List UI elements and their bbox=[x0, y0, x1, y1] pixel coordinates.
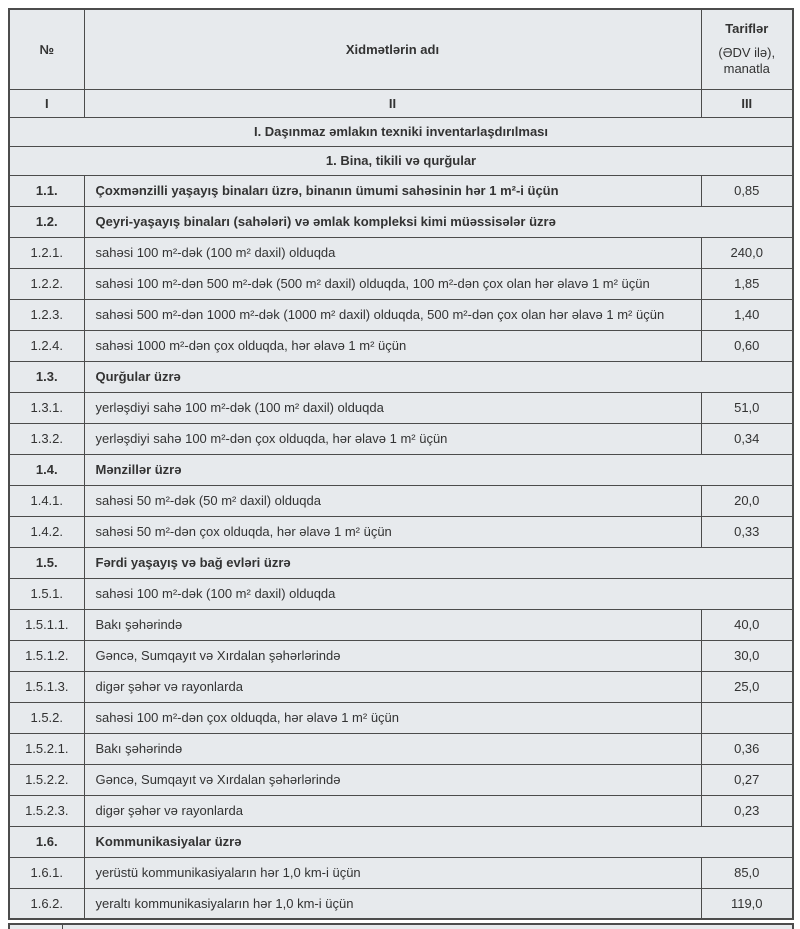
row-number-cell: 1.6.2. bbox=[9, 888, 84, 919]
tariff-value-cell: 0,33 bbox=[701, 516, 793, 547]
service-name-cell: Gəncə, Sumqayıt və Xırdalan şəhərlərində bbox=[84, 640, 701, 671]
service-name-cell: Mənzillər üzrə bbox=[84, 454, 793, 485]
service-name-cell: Bakı şəhərində bbox=[84, 733, 701, 764]
table-row-1-2-4 bbox=[9, 330, 793, 361]
row-number-cell: 1.3.2. bbox=[9, 423, 84, 454]
tariff-value-cell: 1,40 bbox=[701, 299, 793, 330]
tariff-value-cell: 1,85 bbox=[701, 268, 793, 299]
row-number-cell: 1.5.2. bbox=[9, 702, 84, 733]
row-number-cell: 1.5.1.1. bbox=[9, 609, 84, 640]
row-number-cell: 1.5.1.3. bbox=[9, 671, 84, 702]
table-row-1-5 bbox=[9, 547, 793, 578]
row-number-cell: 1.3. bbox=[9, 361, 84, 392]
tariffs-header-subtitle: (ƏDV ilə), manatla bbox=[718, 45, 776, 77]
row-number-cell: 1.6.1. bbox=[9, 857, 84, 888]
table-row-1-5-1-2 bbox=[9, 640, 793, 671]
tariff-value-cell: 25,0 bbox=[701, 671, 793, 702]
row-number-cell: 1.4.1. bbox=[9, 485, 84, 516]
tariff-value-cell: 0,23 bbox=[701, 795, 793, 826]
tariff-value-cell bbox=[701, 702, 793, 733]
table-row-1-5-1-1 bbox=[9, 609, 793, 640]
row-number-cell: 1.3.1. bbox=[9, 392, 84, 423]
table-row-1-2-2 bbox=[9, 268, 793, 299]
service-name-cell: yerüstü kommunikasiyaların hər 1,0 km-i üçün bbox=[84, 857, 701, 888]
table-row-1-5-2-3 bbox=[9, 795, 793, 826]
section-title: I. Daşınmaz əmlakın texniki inventarlaşdırılması bbox=[9, 117, 793, 146]
tariff-value-cell: 85,0 bbox=[701, 857, 793, 888]
table-row-1-2-1 bbox=[9, 237, 793, 268]
table-row-1-4 bbox=[9, 454, 793, 485]
tariff-value-cell: 0,36 bbox=[701, 733, 793, 764]
roman-numeral-row bbox=[9, 89, 793, 117]
service-name-cell: sahəsi 500 m²-dən 1000 m²-dək (1000 m² daxil) olduqda, 500 m²-dən çox olan hər əlavə 1 m² üçün bbox=[84, 299, 701, 330]
section-title: 1. Bina, tikili və qurğular bbox=[9, 146, 793, 175]
next-table-partial bbox=[8, 923, 794, 929]
table-row-1-3-1 bbox=[9, 392, 793, 423]
row-number-cell: 1.5.1.2. bbox=[9, 640, 84, 671]
row-number-cell: 1.4. bbox=[9, 454, 84, 485]
tariff-table bbox=[8, 8, 794, 920]
table-row-1-4-2 bbox=[9, 516, 793, 547]
section-row-buildings bbox=[9, 146, 793, 175]
table-row-1-5-2 bbox=[9, 702, 793, 733]
table-row-1-2 bbox=[9, 206, 793, 237]
tariff-value-cell: 0,60 bbox=[701, 330, 793, 361]
table-row-1-3-2 bbox=[9, 423, 793, 454]
service-name-cell: digər şəhər və rayonlarda bbox=[84, 795, 701, 826]
table-row-1-5-1 bbox=[9, 578, 793, 609]
row-number-cell: 1.2. bbox=[9, 206, 84, 237]
service-name-cell: sahəsi 1000 m²-dən çox olduqda, hər əlavə 1 m² üçün bbox=[84, 330, 701, 361]
roman-col-1: I bbox=[9, 89, 84, 117]
service-name-cell: yerləşdiyi sahə 100 m²-dək (100 m² daxil) olduqda bbox=[84, 392, 701, 423]
table-row-1-6 bbox=[9, 826, 793, 857]
section-row-inventory bbox=[9, 117, 793, 146]
service-name-cell: sahəsi 50 m²-dən çox olduqda, hər əlavə 1 m² üçün bbox=[84, 516, 701, 547]
tariff-value-cell: 0,34 bbox=[701, 423, 793, 454]
row-number-cell: 1.2.1. bbox=[9, 237, 84, 268]
roman-col-2: II bbox=[84, 89, 701, 117]
table-row-1-2-3 bbox=[9, 299, 793, 330]
tariff-value-cell: 119,0 bbox=[701, 888, 793, 919]
table-row-1-3 bbox=[9, 361, 793, 392]
service-name-cell: yeraltı kommunikasiyaların hər 1,0 km-i üçün bbox=[84, 888, 701, 919]
tariff-value-cell: 0,85 bbox=[701, 175, 793, 206]
number-sign: № bbox=[39, 41, 54, 57]
row-number-cell bbox=[9, 924, 62, 929]
service-name-cell: Gəncə, Sumqayıt və Xırdalan şəhərlərində bbox=[84, 764, 701, 795]
service-name-cell: Çoxmənzilli yaşayış binaları üzrə, binanın ümumi sahəsinin hər 1 m²-i üçün bbox=[84, 175, 701, 206]
header-row bbox=[9, 9, 793, 89]
row-number-cell: 1.2.3. bbox=[9, 299, 84, 330]
row-number-cell: 1.2.2. bbox=[9, 268, 84, 299]
col-header-number bbox=[9, 9, 84, 89]
row-number-cell: 1.5.2.1. bbox=[9, 733, 84, 764]
table-row-1-5-2-1 bbox=[9, 733, 793, 764]
table-row-1-6-1 bbox=[9, 857, 793, 888]
tariff-value-cell: 51,0 bbox=[701, 392, 793, 423]
service-name-cell: Bakı şəhərində bbox=[84, 609, 701, 640]
tariff-value-cell: 240,0 bbox=[701, 237, 793, 268]
service-name-cell: sahəsi 100 m²-dək (100 m² daxil) olduqda bbox=[84, 237, 701, 268]
tariff-value-cell: 40,0 bbox=[701, 609, 793, 640]
tariff-value-cell: 0,27 bbox=[701, 764, 793, 795]
row-number-cell: 1.5.2.3. bbox=[9, 795, 84, 826]
service-name-cell: sahəsi 50 m²-dək (50 m² daxil) olduqda bbox=[84, 485, 701, 516]
service-name-cell: Qeyri-yaşayış binaları (sahələri) və əmlak kompleksi kimi müəssisələr üzrə bbox=[84, 206, 793, 237]
table-row-partial bbox=[9, 924, 793, 929]
service-name-cell: Qurğular üzrə bbox=[84, 361, 793, 392]
service-name-cell: Fərdi yaşayış və bağ evləri üzrə bbox=[84, 547, 793, 578]
row-number-cell: 1.4.2. bbox=[9, 516, 84, 547]
service-name-cell: Kommunikasiyalar üzrə bbox=[84, 826, 793, 857]
service-name-cell: sahəsi 100 m²-dən çox olduqda, hər əlavə 1 m² üçün bbox=[84, 702, 701, 733]
table-row-1-5-2-2 bbox=[9, 764, 793, 795]
services-header-label: Xidmətlərin adı bbox=[345, 41, 440, 57]
tariff-value-cell: 20,0 bbox=[701, 485, 793, 516]
table-row-1-1 bbox=[9, 175, 793, 206]
col-header-tariffs bbox=[701, 9, 793, 89]
row-number-cell: 1.2.4. bbox=[9, 330, 84, 361]
service-name-cell: digər şəhər və rayonlarda bbox=[84, 671, 701, 702]
row-number-cell: 1.1. bbox=[9, 175, 84, 206]
service-name-cell bbox=[62, 924, 793, 929]
service-name-cell: yerləşdiyi sahə 100 m²-dən çox olduqda, hər əlavə 1 m² üçün bbox=[84, 423, 701, 454]
row-number-cell: 1.5. bbox=[9, 547, 84, 578]
col-header-services bbox=[84, 9, 701, 89]
tariffs-header-title: Tariflər bbox=[725, 21, 769, 36]
service-name-cell: sahəsi 100 m²-dək (100 m² daxil) olduqda bbox=[84, 578, 793, 609]
row-number-cell: 1.5.1. bbox=[9, 578, 84, 609]
table-row-1-4-1 bbox=[9, 485, 793, 516]
row-number-cell: 1.6. bbox=[9, 826, 84, 857]
table-row-1-5-1-3 bbox=[9, 671, 793, 702]
roman-col-3: III bbox=[701, 89, 793, 117]
tariff-value-cell: 30,0 bbox=[701, 640, 793, 671]
row-number-cell: 1.5.2.2. bbox=[9, 764, 84, 795]
table-row-1-6-2 bbox=[9, 888, 793, 919]
service-name-cell: sahəsi 100 m²-dən 500 m²-dək (500 m² daxil) olduqda, 100 m²-dən çox olan hər əlavə 1 m² üçün bbox=[84, 268, 701, 299]
